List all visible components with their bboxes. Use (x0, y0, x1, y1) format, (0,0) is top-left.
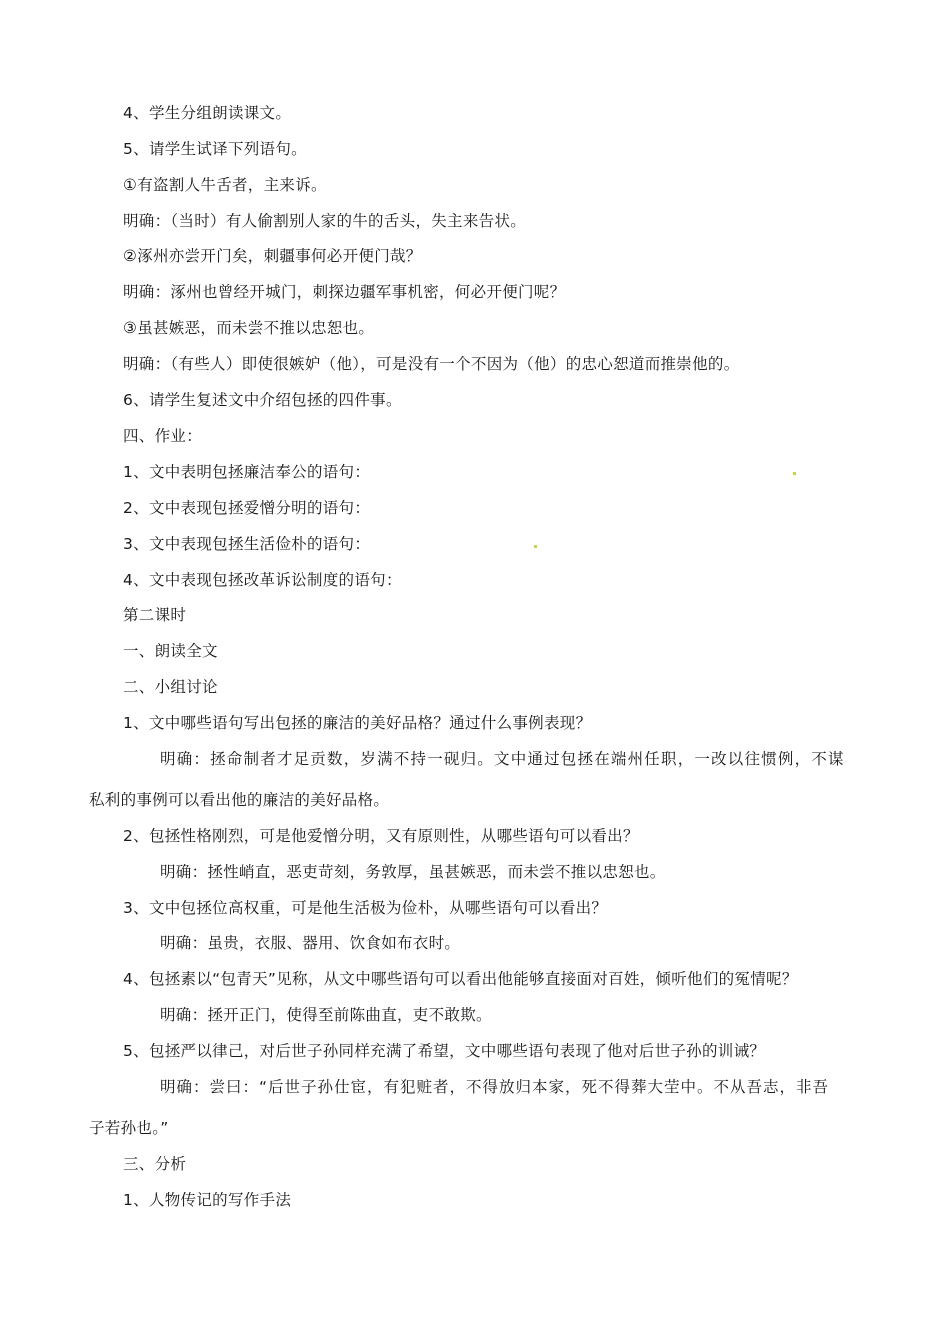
text-line: 明确：（有些人）即使很嫉妒（他），可是没有一个不因为（他）的忠心恕道而推崇他的。 (123, 355, 740, 373)
section-heading: 三、分析 (123, 1155, 187, 1173)
text-line: 1、人物传记的写作手法 (123, 1191, 292, 1209)
text-line: 4、学生分组朗读课文。 (123, 104, 292, 122)
text-line: 5、请学生试译下列语句。 (123, 140, 307, 158)
text-line: 1、文中哪些语句写出包拯的廉洁的美好品格？通过什么事例表现？ (123, 714, 592, 732)
speck-mark (793, 472, 796, 475)
text-line: 5、包拯严以律己，对后世子孙同样充满了希望，文中哪些语句表现了他对后世子孙的训诫？ (123, 1042, 766, 1060)
text-line: 3、文中表现包拯生活俭朴的语句： (123, 535, 371, 553)
text-line: 私利的事例可以看出他的廉洁的美好品格。 (89, 791, 390, 809)
text-line: 子若孙也。” (89, 1119, 169, 1137)
text-line: 2、文中表现包拯爱憎分明的语句： (123, 499, 371, 517)
text-line: 明确：拯性峭直，恶吏苛刻，务敦厚，虽甚嫉恶，而未尝不推以忠恕也。 (160, 863, 666, 881)
text-line: ③虽甚嫉恶，而未尝不推以忠恕也。 (123, 319, 375, 337)
section-heading: 第二课时 (123, 606, 187, 624)
text-line: 4、文中表现包拯改革诉讼制度的语句： (123, 571, 402, 589)
text-line: 明确：虽贵，衣服、器用、饮食如布衣时。 (160, 934, 461, 952)
text-line: 明确：拯开正门，使得至前陈曲直，吏不敢欺。 (160, 1006, 492, 1024)
text-line: 明确：尝曰：“后世子孙仕宦，有犯赃者，不得放归本家，死不得葬大茔中。不从吾志，非吾 (160, 1078, 830, 1096)
text-line: 4、包拯素以“包青天”见称，从文中哪些语句可以看出他能够直接面对百姓，倾听他们的冤情呢？ (123, 970, 798, 988)
text-line: 2、包拯性格刚烈，可是他爱憎分明，又有原则性，从哪些语句可以看出？ (123, 827, 639, 845)
text-line: ②涿州亦尝开门矣，刺疆事何必开便门哉？ (123, 247, 422, 265)
section-heading: 四、作业： (123, 427, 203, 445)
text-line: ①有盗割人牛舌者，主来诉。 (123, 176, 327, 194)
text-line: 1、文中表明包拯廉洁奉公的语句： (123, 463, 371, 481)
section-heading: 一、朗读全文 (123, 642, 218, 660)
speck-mark (534, 545, 537, 548)
text-line: 明确：拯命制者才足贡数，岁满不持一砚归。文中通过包拯在端州任职，一改以往惯例，不谋 (160, 750, 845, 768)
text-line: 明确：涿州也曾经开城门，刺探边疆军事机密，何必开便门呢？ (123, 283, 566, 301)
text-line: 3、文中包拯位高权重，可是他生活极为俭朴，从哪些语句可以看出？ (123, 899, 608, 917)
text-line: 6、请学生复述文中介绍包拯的四件事。 (123, 391, 402, 409)
text-line: 明确：（当时）有人偷割别人家的牛的舌头，失主来告状。 (123, 212, 527, 230)
section-heading: 二、小组讨论 (123, 678, 218, 696)
